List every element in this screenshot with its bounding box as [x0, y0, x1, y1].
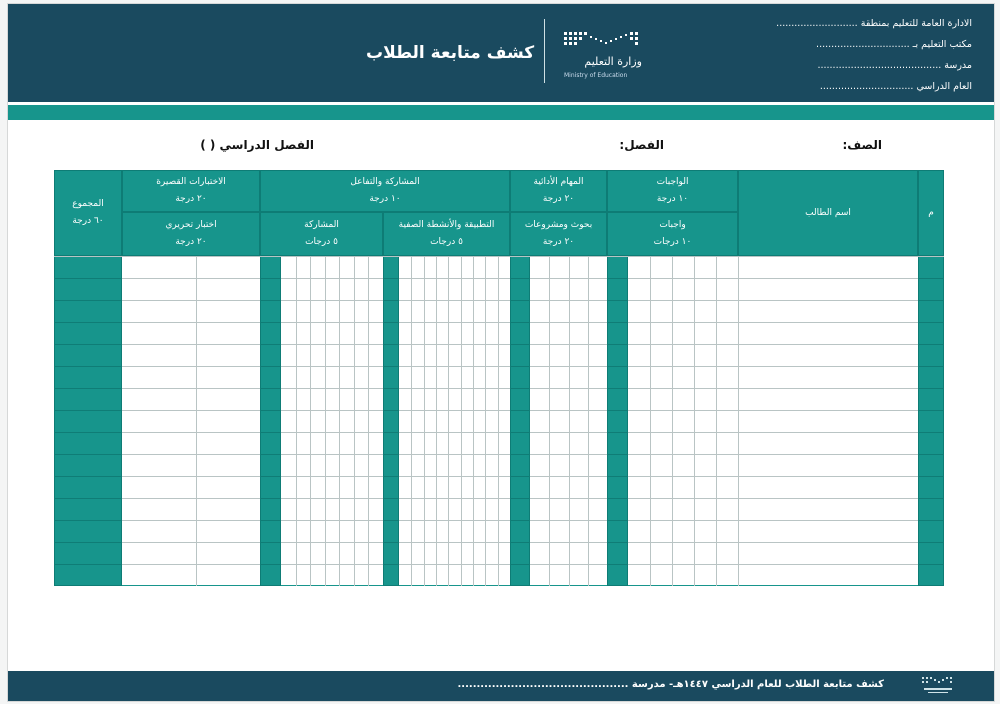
strip-row-line: [918, 432, 944, 433]
strip-row-line: [54, 322, 122, 323]
grade-label: الصف:: [842, 138, 882, 152]
homework-sub-score: ١٠ درجات: [653, 237, 692, 247]
strip-row-line: [383, 564, 399, 565]
strip-row-line: [383, 410, 399, 411]
strip-row-line: [918, 454, 944, 455]
strip-row-line: [54, 498, 122, 499]
strip-row-line: [260, 498, 281, 499]
strip-row-line: [260, 542, 281, 543]
participation-title: المشاركة والتفاعل: [350, 177, 420, 187]
table-row: [54, 564, 944, 586]
strip-row-line: [607, 366, 628, 367]
projects-title: بحوث ومشروعات: [524, 220, 593, 230]
strip-row-line: [260, 322, 281, 323]
strip-row-line: [607, 542, 628, 543]
strip-row-line: [918, 322, 944, 323]
strip-row-line: [918, 498, 944, 499]
strip-row-line: [918, 388, 944, 389]
strip-row-line: [54, 520, 122, 521]
strip-row-line: [607, 322, 628, 323]
strip-row-line: [54, 542, 122, 543]
strip-row-line: [510, 366, 530, 367]
strip-row-line: [260, 344, 281, 345]
strip-row-line: [54, 476, 122, 477]
table-row: [54, 344, 944, 366]
strip-row-line: [607, 410, 628, 411]
class-activities-title: التطبيقة والأنشطة الصفية: [398, 220, 495, 230]
strip-row-line: [607, 344, 628, 345]
quizzes-title: الاختبارات القصيرة: [156, 177, 226, 187]
tasks-title: المهام الأدائية: [533, 177, 584, 187]
total-title: المجموع: [72, 199, 104, 209]
strip-row-line: [383, 344, 399, 345]
table-row: [54, 256, 944, 278]
strip-row-line: [54, 454, 122, 455]
strip-row-line: [383, 476, 399, 477]
strip-row-line: [383, 454, 399, 455]
strip-row-line: [510, 432, 530, 433]
strip-row-line: [607, 278, 628, 279]
strip-row-line: [918, 300, 944, 301]
strip-row-line: [918, 366, 944, 367]
strip-row-line: [510, 542, 530, 543]
logo-arabic-text: وزارة التعليم: [584, 55, 642, 68]
strip-row-line: [54, 410, 122, 411]
region-line: الادارة العامة للتعليم بمنطقة ...........................: [776, 18, 972, 29]
homework-header: [607, 170, 738, 212]
ministry-logo: [562, 30, 646, 82]
strip-row-line: [54, 388, 122, 389]
strip-row-line: [54, 300, 122, 301]
header-info: [712, 13, 972, 97]
strip-row-line: [383, 366, 399, 367]
table-row: [54, 410, 944, 432]
written-test-header: [122, 212, 260, 256]
term-label: الفصل الدراسي ( ): [200, 138, 314, 152]
class-label: الفصل:: [619, 138, 664, 152]
strip-row-line: [607, 498, 628, 499]
strip-row-line: [510, 344, 530, 345]
footer-band: [8, 671, 994, 701]
header-band: [8, 4, 994, 102]
strip-row-line: [510, 410, 530, 411]
teal-divider-bar: [8, 105, 994, 120]
table-row: [54, 520, 944, 542]
footer-logo-icon: [918, 674, 958, 698]
strip-row-line: [383, 322, 399, 323]
strip-row-line: [607, 476, 628, 477]
strip-row-line: [510, 520, 530, 521]
footer-text: كشف متابعة الطلاب للعام الدراسي ١٤٤٧هـ- مدرسة .............................................: [457, 679, 884, 690]
grades-table: [54, 170, 944, 586]
year-line: العام الدراسي ...............................: [819, 81, 972, 92]
strip-row-line: [54, 564, 122, 565]
strip-row-line: [510, 278, 530, 279]
class-activities-header: [383, 212, 510, 256]
strip-row-line: [260, 278, 281, 279]
strip-row-line: [607, 432, 628, 433]
strip-row-line: [383, 278, 399, 279]
quizzes-header: [122, 170, 260, 212]
strip-row-line: [260, 476, 281, 477]
table-row: [54, 498, 944, 520]
school-line: مدرسة .........................................: [817, 60, 972, 71]
total-header: [54, 170, 122, 256]
strip-row-line: [54, 366, 122, 367]
strip-row-line: [918, 564, 944, 565]
strip-row-line: [918, 520, 944, 521]
strip-row-line: [918, 410, 944, 411]
strip-row-line: [260, 388, 281, 389]
class-activities-score: ٥ درجات: [430, 237, 463, 247]
strip-row-line: [54, 432, 122, 433]
index-title: م: [928, 207, 934, 218]
index-header: [918, 170, 944, 256]
participation-sub-score: ٥ درجات: [305, 237, 338, 247]
strip-row-line: [383, 498, 399, 499]
strip-row-line: [260, 410, 281, 411]
strip-row-line: [510, 564, 530, 565]
strip-row-line: [510, 322, 530, 323]
strip-row-line: [260, 520, 281, 521]
logo-english-text: Ministry of Education: [564, 72, 628, 79]
table-row: [54, 278, 944, 300]
table-row: [54, 454, 944, 476]
strip-row-line: [918, 278, 944, 279]
student-tracking-sheet: [7, 3, 995, 702]
strip-row-line: [510, 454, 530, 455]
strip-row-line: [260, 564, 281, 565]
written-test-score: ٢٠ درجة: [175, 237, 207, 247]
strip-row-line: [383, 520, 399, 521]
strip-row-line: [383, 542, 399, 543]
table-row: [54, 432, 944, 454]
strip-row-line: [383, 432, 399, 433]
tasks-score: ٢٠ درجة: [542, 194, 575, 204]
strip-row-line: [54, 344, 122, 345]
participation-header: [260, 170, 510, 212]
strip-row-line: [260, 432, 281, 433]
participation-score: ١٠ درجة: [369, 194, 401, 204]
strip-row-line: [54, 278, 122, 279]
strip-row-line: [260, 366, 281, 367]
page-title: كشف متابعة الطلاب: [366, 43, 535, 63]
projects-header: [510, 212, 607, 256]
participation-sub-header: [260, 212, 383, 256]
strip-row-line: [607, 454, 628, 455]
strip-row-line: [260, 454, 281, 455]
logo-dots-icon: [562, 30, 642, 52]
participation-sub-title: المشاركة: [304, 220, 339, 230]
table-row: [54, 388, 944, 410]
table-row: [54, 476, 944, 498]
strip-row-line: [510, 388, 530, 389]
strip-row-line: [510, 476, 530, 477]
homework-sub-header: [607, 212, 738, 256]
office-line: مكتب التعليم بـ ...............................: [816, 39, 972, 50]
strip-row-line: [383, 388, 399, 389]
homework-score: ١٠ درجة: [656, 194, 689, 204]
header-divider: [544, 19, 545, 83]
homework-sub-title: واجبات: [659, 220, 686, 230]
strip-row-line: [607, 300, 628, 301]
strip-row-line: [260, 300, 281, 301]
strip-row-line: [383, 300, 399, 301]
table-row: [54, 300, 944, 322]
projects-score: ٢٠ درجة: [542, 237, 575, 247]
strip-row-line: [918, 476, 944, 477]
strip-row-line: [510, 300, 530, 301]
student-name-header: [738, 170, 918, 256]
quizzes-score: ٢٠ درجة: [175, 194, 207, 204]
table-row: [54, 366, 944, 388]
student-name-title: اسم الطالب: [805, 207, 851, 218]
tasks-header: [510, 170, 607, 212]
table-row: [54, 542, 944, 564]
written-test-title: اختبار تحريري: [165, 220, 217, 230]
strip-row-line: [607, 564, 628, 565]
strip-row-line: [607, 388, 628, 389]
table-row: [54, 322, 944, 344]
strip-row-line: [918, 344, 944, 345]
total-score: ٦٠ درجة: [72, 216, 104, 226]
strip-row-line: [918, 542, 944, 543]
strip-row-line: [510, 498, 530, 499]
strip-row-line: [607, 520, 628, 521]
homework-title: الواجبات: [656, 177, 689, 187]
